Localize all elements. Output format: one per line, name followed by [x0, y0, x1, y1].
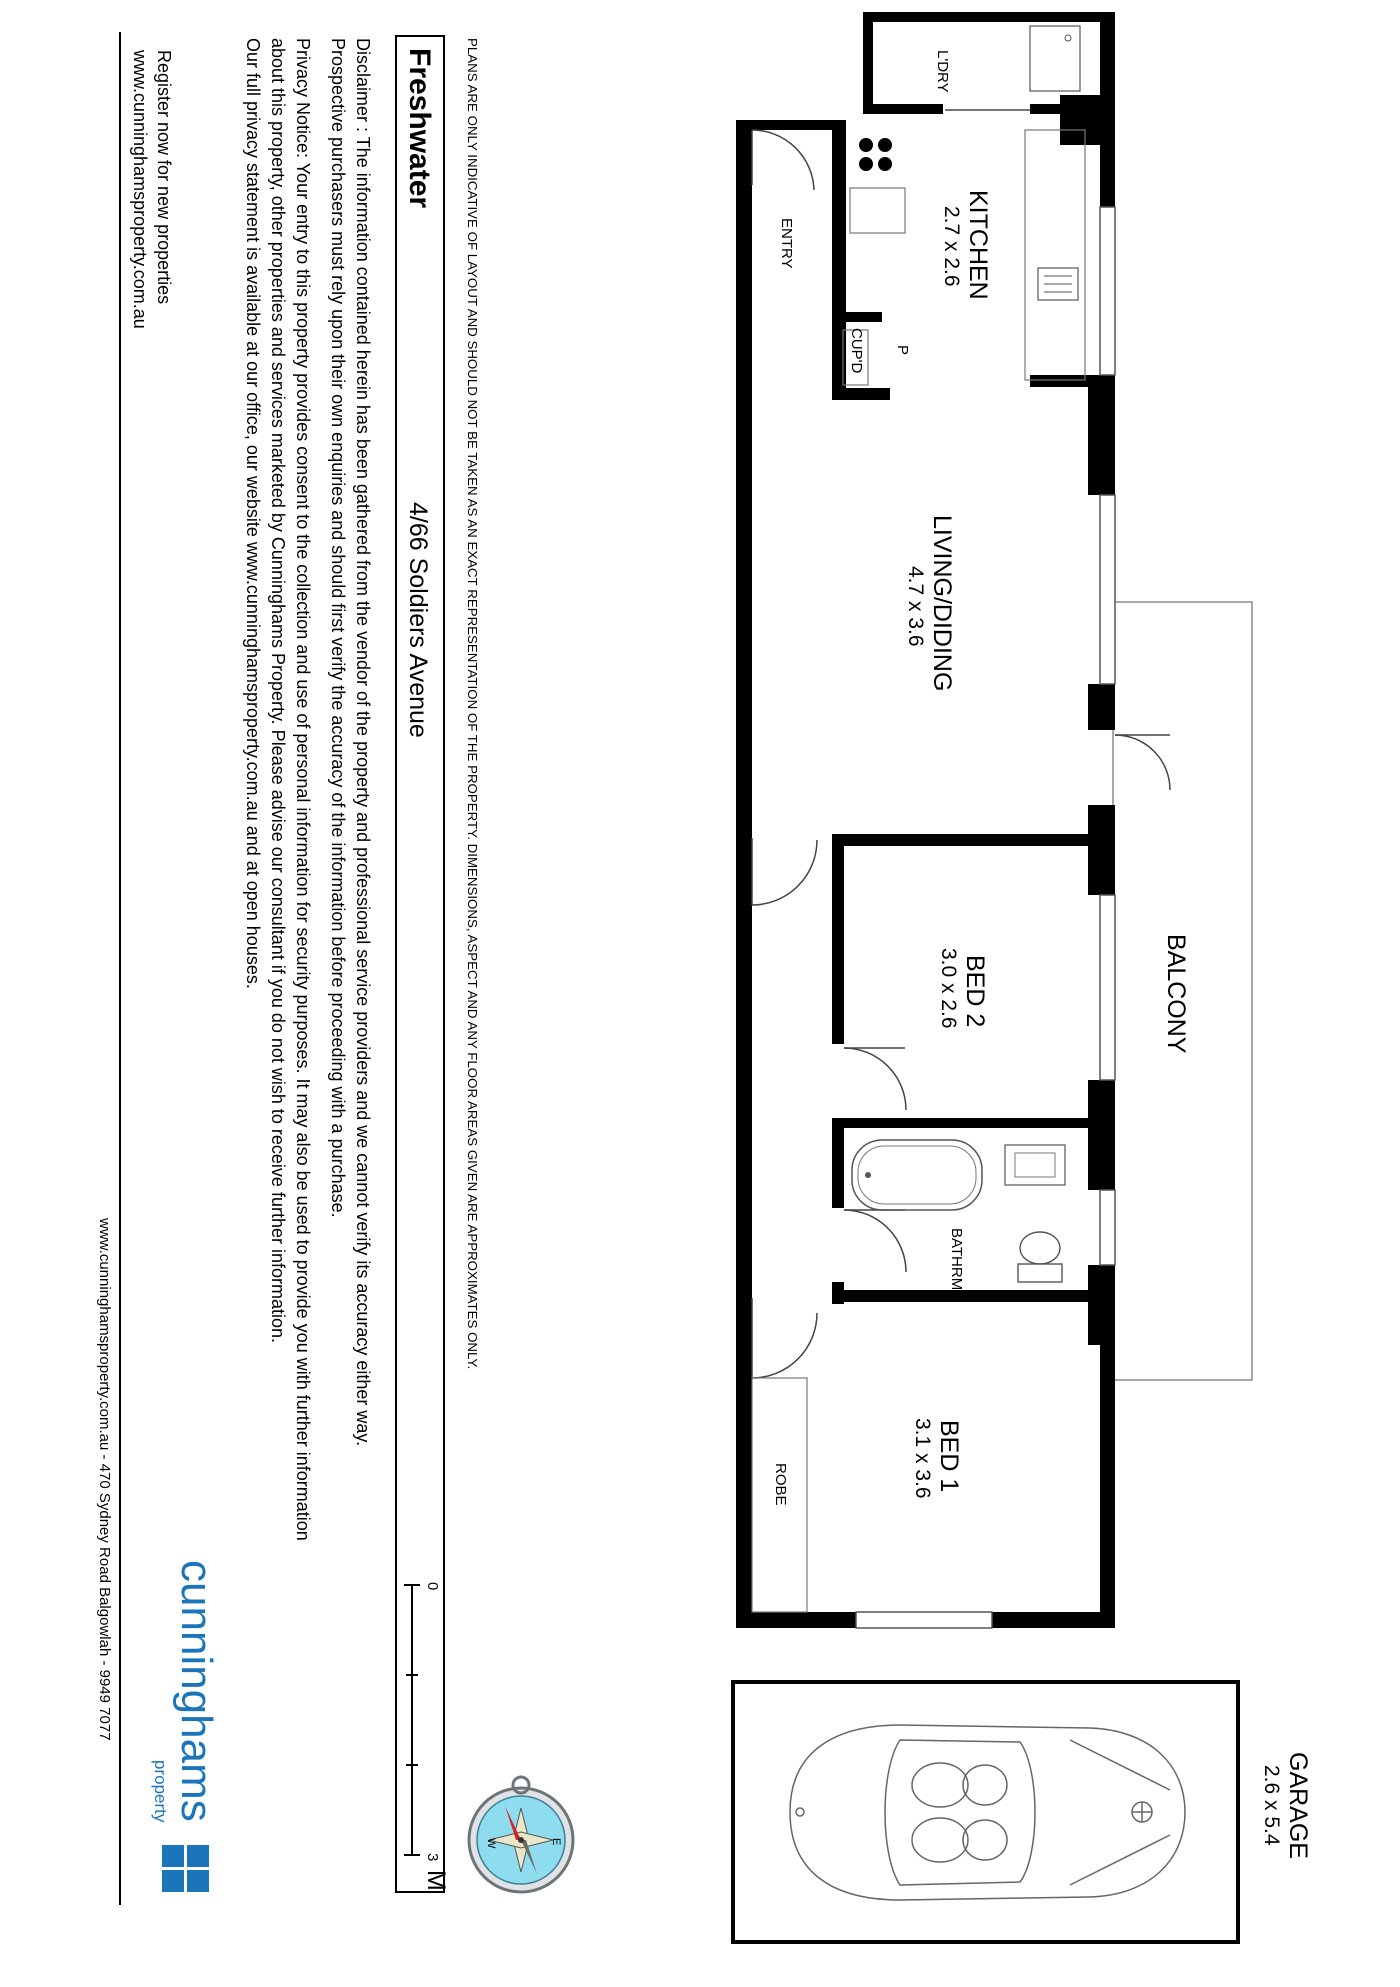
disclaimer-line-1: Disclaimer : The information contained herein has been gathered from the vendor of the property and professional service providers and we cannot verify its accuracy either way. — [353, 38, 373, 1447]
privacy-line-1: Privacy Notice: Your entry to this property provides consent to the collection and use of personal information for security purposes. It may also be used to provide you with further information — [293, 38, 313, 1541]
toilet-icon — [1020, 1232, 1060, 1264]
bed2-dim: 3.0 x 2.6 — [937, 948, 960, 1029]
register-url: www.cunninghamsproperty.com.au — [130, 50, 150, 329]
register-line: Register now for new properties — [154, 50, 174, 305]
bathroom-fixtures — [852, 1140, 1065, 1290]
laundry-fixtures — [934, 26, 1080, 110]
compass-e: E — [550, 1838, 562, 1846]
balcony-area — [1113, 602, 1252, 1380]
brand-sub: property — [151, 1760, 170, 1823]
entry-label: ENTRY — [778, 218, 795, 269]
windows — [856, 207, 1115, 1628]
fridge-icon — [850, 188, 905, 233]
bed1-dim: 3.1 x 3.6 — [911, 1418, 934, 1499]
compass-w: W — [485, 1838, 497, 1849]
laundry-label: L'DRY — [934, 50, 951, 93]
garage-outline — [733, 1682, 1312, 1942]
plan-note: PLANS ARE ONLY INDICATIVE OF LAYOUT AND SHOULD NOT BE TAKEN AS AN EXACT REPRESENTATION OF THE PROPERTY. DIMENSIONS, ASPECT AND ANY FLOOR AREAS GIVEN ARE APPROXIMATES ONLY. — [465, 38, 480, 1370]
logo-square — [162, 1845, 184, 1867]
garage-dim: 2.6 x 5.4 — [1260, 1765, 1283, 1846]
bathroom-label: BATHRM — [948, 1228, 965, 1291]
living-dim: 4.7 x 3.6 — [904, 566, 927, 647]
disclaimer-line-2: Prospective purchasers must rely upon their own enquiries and should first verify the accuracy of the information before proceeding with a purchase. — [328, 38, 348, 1218]
kitchen-dim: 2.7 x 2.6 — [940, 206, 963, 287]
footer-contact: www.cunninghamsproperty.com.au - 470 Sydney Road Balgowlah - 9949 7077 — [96, 1218, 113, 1741]
privacy-line-2: about this property, other properties and services marketed by Cunninghams Property. Please advise our consultant if you do not wish to receive further information. — [268, 38, 288, 1344]
bathtub-icon — [852, 1140, 982, 1210]
property-address: 4/66 Soldiers Avenue — [404, 502, 432, 738]
balcony-label: BALCONY — [1162, 934, 1190, 1054]
logo-square — [162, 1870, 184, 1892]
logo-square — [187, 1845, 209, 1867]
scale-start: 0 — [424, 1582, 441, 1591]
cupboard-label: CUP'D — [848, 328, 865, 374]
logo-square — [187, 1870, 209, 1892]
title-box — [396, 36, 444, 1892]
brand-name: cunninghams — [172, 1560, 221, 1822]
privacy-line-3: Our full privacy statement is available at our office, our website www.cunninghamsproperty.com.au and at open houses. — [243, 38, 263, 989]
bed1-label: BED 1 — [935, 1420, 963, 1493]
robe-label: ROBE — [772, 1463, 789, 1506]
compass-icon — [469, 1777, 573, 1892]
scale-end: 3 — [424, 1853, 441, 1862]
bed2-label: BED 2 — [961, 955, 989, 1028]
living-label: LIVING/DIDING — [928, 515, 956, 692]
kitchen-label: KITCHEN — [964, 190, 992, 300]
kitchen-fixtures — [778, 130, 1085, 385]
car-icon — [790, 1725, 1185, 1900]
robe-outline — [752, 1378, 807, 1612]
cooktop-icon — [859, 138, 892, 171]
basin-icon — [1005, 1145, 1065, 1185]
scale-unit: M — [422, 1870, 450, 1891]
garage-label: GARAGE — [1284, 1752, 1312, 1859]
brand-logo — [151, 1560, 221, 1892]
page-title: Freshwater — [403, 48, 436, 209]
pantry-label: P — [894, 345, 911, 356]
laundry-tub-icon — [1030, 26, 1080, 91]
